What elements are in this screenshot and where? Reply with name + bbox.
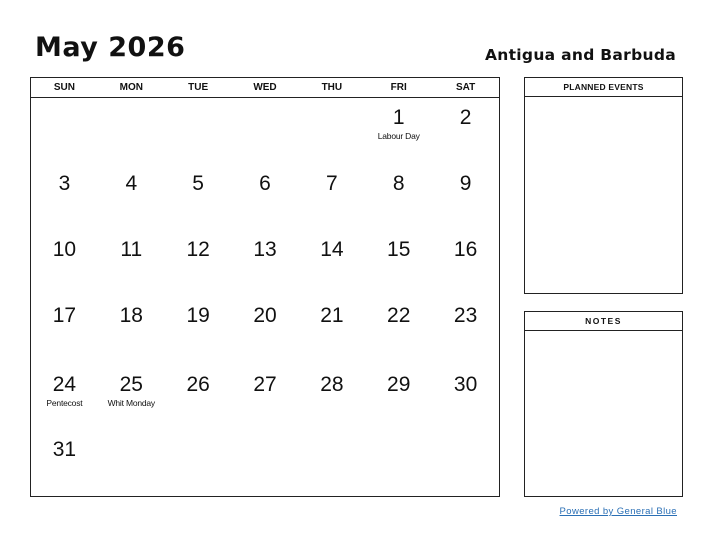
calendar-week-row (31, 296, 499, 365)
weekday-sun: SUN (53, 82, 75, 93)
day-cell (98, 296, 165, 365)
day-number: 10 (52, 238, 77, 261)
month-title: May 2026 (35, 32, 186, 63)
day-cell (98, 230, 165, 296)
day-number: 24 (52, 373, 77, 396)
day-number: 3 (58, 172, 71, 195)
day-number: 14 (320, 238, 344, 261)
day-cell (232, 430, 299, 496)
day-cell (98, 365, 165, 430)
day-number: 4 (125, 172, 138, 195)
day-cell (365, 430, 432, 496)
calendar-grid (30, 77, 500, 497)
calendar-week-row (31, 365, 499, 430)
day-cell (232, 230, 299, 296)
day-cell (298, 98, 365, 164)
day-cell (165, 230, 232, 296)
day-cell (31, 296, 98, 365)
day-number: 17 (52, 304, 77, 327)
calendar-weeks (31, 98, 499, 496)
day-number: 31 (52, 438, 77, 461)
day-cell (165, 164, 232, 230)
day-number: 1 (392, 106, 405, 129)
day-cell (98, 98, 165, 164)
day-cell (98, 164, 165, 230)
day-number: 19 (186, 304, 210, 327)
notes-heading: NOTES (525, 312, 682, 331)
day-number: 23 (453, 304, 478, 327)
day-cell (165, 365, 232, 430)
day-cell (31, 98, 98, 164)
day-cell (432, 164, 499, 230)
day-cell (165, 296, 232, 365)
day-cell (98, 430, 165, 496)
weekday-tue: TUE (188, 82, 209, 93)
day-cell (432, 430, 499, 496)
calendar-week-row (31, 164, 499, 230)
day-number: 26 (186, 373, 210, 396)
day-cell (365, 296, 432, 365)
day-cell (232, 164, 299, 230)
day-cell (232, 98, 299, 164)
day-number: 22 (387, 304, 411, 327)
day-number: 9 (459, 172, 472, 195)
day-cell (298, 164, 365, 230)
day-cell (432, 365, 499, 430)
planned-events-heading: PLANNED EVENTS (525, 78, 682, 97)
day-number: 30 (453, 373, 478, 396)
day-number: 20 (253, 304, 277, 327)
day-cell (165, 98, 232, 164)
day-number: 28 (320, 373, 344, 396)
day-number: 12 (186, 238, 210, 261)
day-cell (365, 365, 432, 430)
calendar-week-row (31, 230, 499, 296)
day-cell (365, 98, 432, 164)
day-cell (432, 230, 499, 296)
country-name: Antigua and Barbuda (484, 46, 676, 64)
day-cell (298, 430, 365, 496)
weekday-mon: MON (119, 82, 143, 93)
weekday-thu: THU (321, 82, 343, 93)
day-cell (31, 230, 98, 296)
day-number: 11 (120, 238, 143, 261)
day-cell (232, 365, 299, 430)
day-number: 8 (392, 172, 405, 195)
day-cell (365, 230, 432, 296)
day-cell (298, 230, 365, 296)
day-cell (432, 296, 499, 365)
holiday-label: Labour Day (377, 131, 420, 141)
weekday-wed: WED (253, 82, 277, 93)
day-cell (365, 164, 432, 230)
holiday-label: Pentecost (46, 398, 83, 408)
day-cell (31, 430, 98, 496)
day-cell (31, 365, 98, 430)
day-cell (165, 430, 232, 496)
day-number: 25 (119, 373, 143, 396)
powered-by-link[interactable]: Powered by General Blue (559, 506, 677, 517)
day-cell (298, 365, 365, 430)
day-number: 29 (387, 373, 411, 396)
notes-panel (524, 311, 683, 497)
day-number: 16 (453, 238, 478, 261)
day-number: 27 (253, 373, 277, 396)
weekday-header-row (31, 78, 499, 98)
planned-events-panel (524, 77, 683, 294)
day-number: 15 (387, 238, 411, 261)
day-number: 21 (320, 304, 344, 327)
calendar-week-row (31, 98, 499, 164)
day-cell (31, 164, 98, 230)
weekday-fri: FRI (390, 82, 407, 93)
day-number: 13 (253, 238, 277, 261)
day-number: 7 (326, 172, 338, 195)
day-number: 6 (259, 172, 271, 195)
day-cell (232, 296, 299, 365)
day-number: 5 (192, 172, 204, 195)
weekday-sat: SAT (455, 82, 476, 93)
day-cell (298, 296, 365, 365)
day-number: 18 (119, 304, 143, 327)
holiday-label: Whit Monday (107, 398, 155, 408)
calendar-week-row (31, 430, 499, 496)
day-number: 2 (459, 106, 472, 129)
day-cell (432, 98, 499, 164)
